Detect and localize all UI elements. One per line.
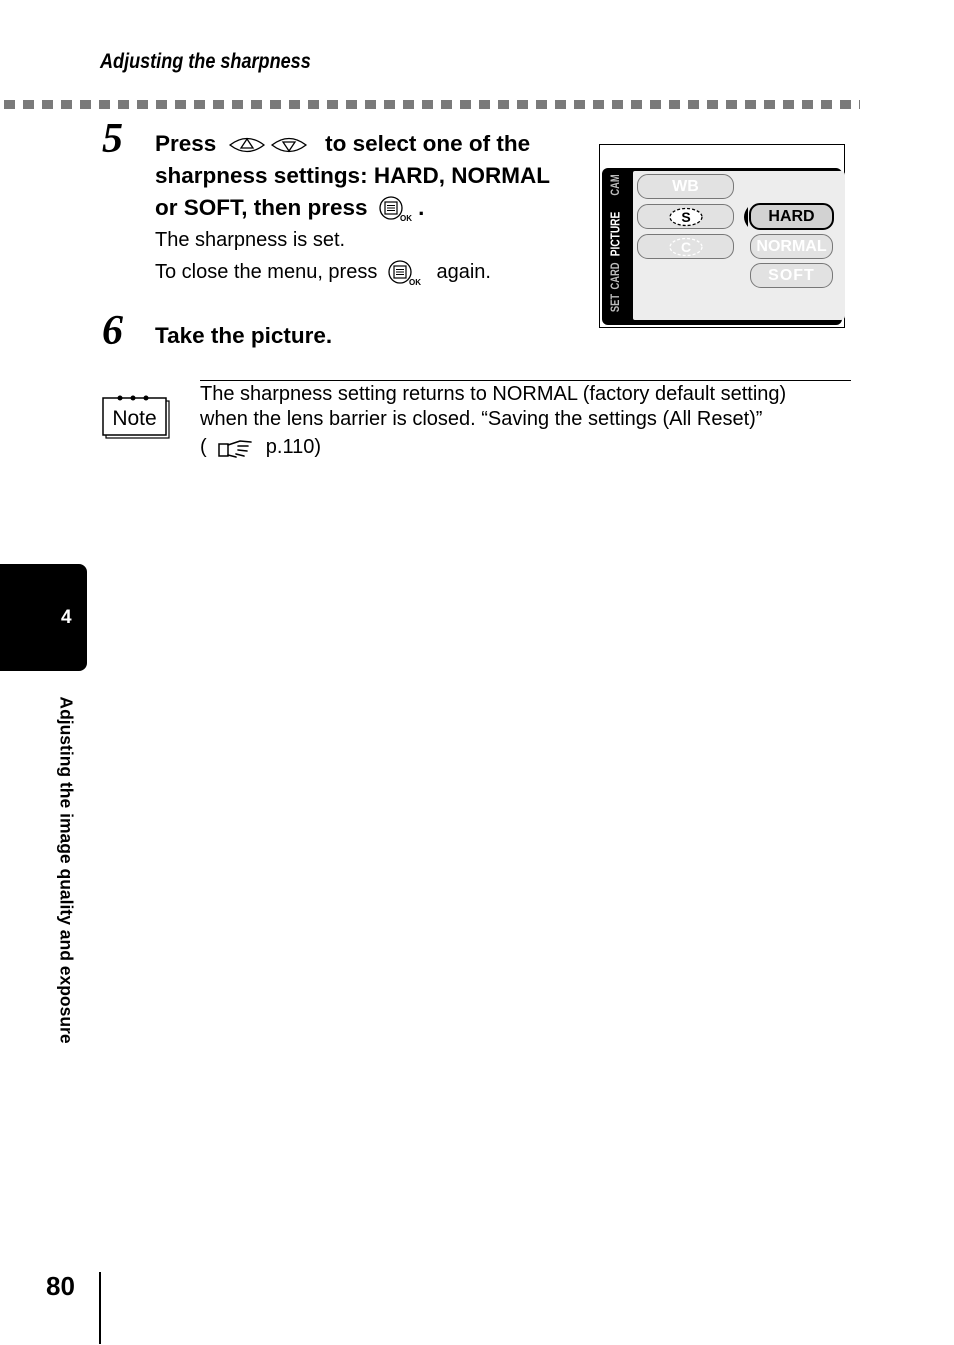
step-text: Press: [155, 131, 217, 156]
contrast-icon: [667, 236, 705, 258]
sharpness-item: [637, 204, 734, 229]
option-label: NORMAL: [756, 237, 827, 255]
option-label: SOFT: [768, 266, 815, 284]
section-header: Adjusting the sharpness: [100, 50, 311, 73]
step-5-line-2: sharpness settings: HARD, NORMAL: [155, 163, 551, 188]
dotted-divider: [4, 100, 860, 109]
note-icon: [100, 390, 172, 440]
note-line-3: [200, 435, 321, 461]
step-number: 5: [102, 116, 123, 162]
step-5-result: The sharpness is set.: [155, 229, 346, 251]
note-text: p.110): [265, 436, 322, 458]
step-text: .: [418, 195, 425, 220]
contrast-item: [637, 234, 734, 259]
reference-hand-icon: [214, 436, 254, 460]
note-text: (: [200, 436, 207, 458]
menu-ok-button-icon: [378, 195, 412, 223]
camera-menu-screen: [599, 144, 845, 328]
down-arrow-button-icon: [271, 134, 307, 156]
contrast-glyph: C: [680, 238, 691, 255]
sharpness-glyph: S: [680, 208, 691, 225]
screen-frame: [602, 168, 842, 325]
selection-pointer-icon: [739, 206, 749, 228]
sharpness-icon: [667, 206, 705, 228]
chapter-number: 4: [61, 607, 72, 628]
step-5-line-1: [155, 128, 530, 160]
note-rule: [200, 380, 851, 381]
tab-picture: PICTURE: [607, 211, 623, 257]
option-soft: [750, 263, 833, 288]
wb-item: [637, 174, 734, 199]
option-label: HARD: [768, 207, 815, 225]
up-arrow-button-icon: [229, 134, 265, 156]
tab-set: SET: [608, 293, 622, 313]
tab-card: CARD: [608, 262, 622, 290]
option-hard: [749, 203, 834, 230]
body-text: To close the menu, press: [155, 261, 378, 283]
page-number: 80: [46, 1271, 75, 1301]
svg-text:OK: OK: [399, 214, 412, 224]
page-number-rule: [99, 1272, 101, 1344]
menu-panel: [633, 171, 845, 320]
note-line-1: The sharpness setting returns to NORMAL (factory default setting): [200, 383, 787, 405]
step-5-close-instruction: [155, 256, 491, 288]
step-5-line-3: [155, 192, 424, 224]
note-line-2: when the lens barrier is closed. “Saving the settings (All Reset)”: [200, 408, 763, 430]
tab-cam: CAM: [608, 174, 622, 196]
step-6-text: Take the picture.: [155, 323, 333, 348]
wb-label: WB: [672, 177, 699, 195]
svg-text:OK: OK: [408, 277, 421, 287]
step-number: 6: [102, 308, 123, 354]
menu-ok-button-icon: [387, 259, 421, 287]
chapter-tab: [0, 564, 87, 671]
step-text: to select one of the: [325, 131, 531, 156]
step-text: or SOFT, then press: [155, 195, 368, 220]
option-normal: [750, 234, 833, 259]
body-text: again.: [436, 261, 491, 283]
chapter-title: Adjusting the image quality and exposure: [56, 696, 77, 1044]
note-label: Note: [112, 407, 157, 430]
